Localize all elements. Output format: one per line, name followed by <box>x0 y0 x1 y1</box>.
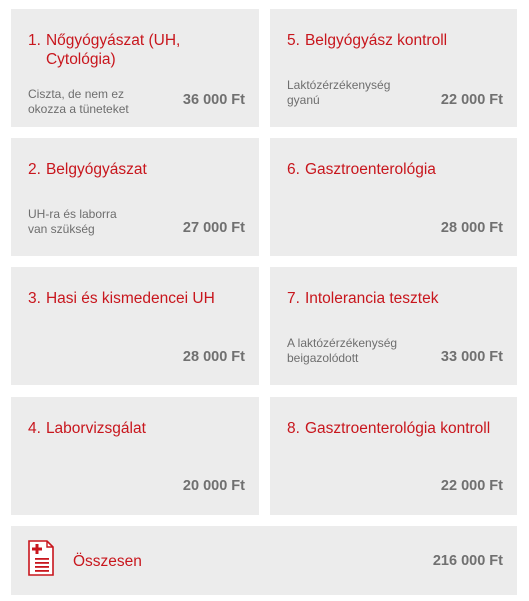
total-card <box>11 526 517 595</box>
item-price: 22 000 Ft <box>440 92 503 108</box>
service-card-6 <box>270 138 517 256</box>
item-title: Belgyógyász kontroll <box>304 32 448 49</box>
medical-document-icon <box>28 540 54 576</box>
item-title: Belgyógyászat <box>45 161 147 178</box>
item-price: 33 000 Ft <box>440 349 503 365</box>
item-number: 4. <box>28 420 41 437</box>
item-description: Ciszta, de nem ez okozza a tüneteket <box>28 87 129 116</box>
item-number: 8. <box>287 420 300 437</box>
service-card-2 <box>11 138 259 256</box>
item-title: Gasztroenterológia kontroll <box>304 420 491 437</box>
service-card-1 <box>11 9 259 127</box>
item-price: 28 000 Ft <box>182 349 245 365</box>
item-number: 1. <box>28 32 41 49</box>
total-price: 216 000 Ft <box>432 553 503 569</box>
item-number: 2. <box>28 161 41 178</box>
item-price: 22 000 Ft <box>440 478 503 494</box>
item-number: 7. <box>287 290 300 307</box>
service-card-7 <box>270 267 517 385</box>
item-price: 20 000 Ft <box>182 478 245 494</box>
item-title: Laborvizsgálat <box>45 420 146 437</box>
item-number: 6. <box>287 161 300 178</box>
item-price: 36 000 Ft <box>182 92 245 108</box>
service-card-3 <box>11 267 259 385</box>
service-card-4 <box>11 397 259 515</box>
item-number: 3. <box>28 290 41 307</box>
item-price: 28 000 Ft <box>440 220 503 236</box>
item-title: Hasi és kismedencei UH <box>45 290 215 307</box>
item-description: UH-ra és laborra van szükség <box>28 207 117 236</box>
service-card-8 <box>270 397 517 515</box>
total-label: Összesen <box>73 553 142 570</box>
item-title: Intolerancia tesztek <box>304 290 439 307</box>
service-card-5 <box>270 9 517 127</box>
item-description: A laktózérzékenység beigazolódott <box>287 336 398 365</box>
item-number: 5. <box>287 32 300 49</box>
item-title: Nőgyógyászat (UH, Cytológia) <box>45 32 181 68</box>
item-title: Gasztroenterológia <box>304 161 436 178</box>
item-description: Laktózérzékenység gyanú <box>287 78 391 107</box>
item-price: 27 000 Ft <box>182 220 245 236</box>
